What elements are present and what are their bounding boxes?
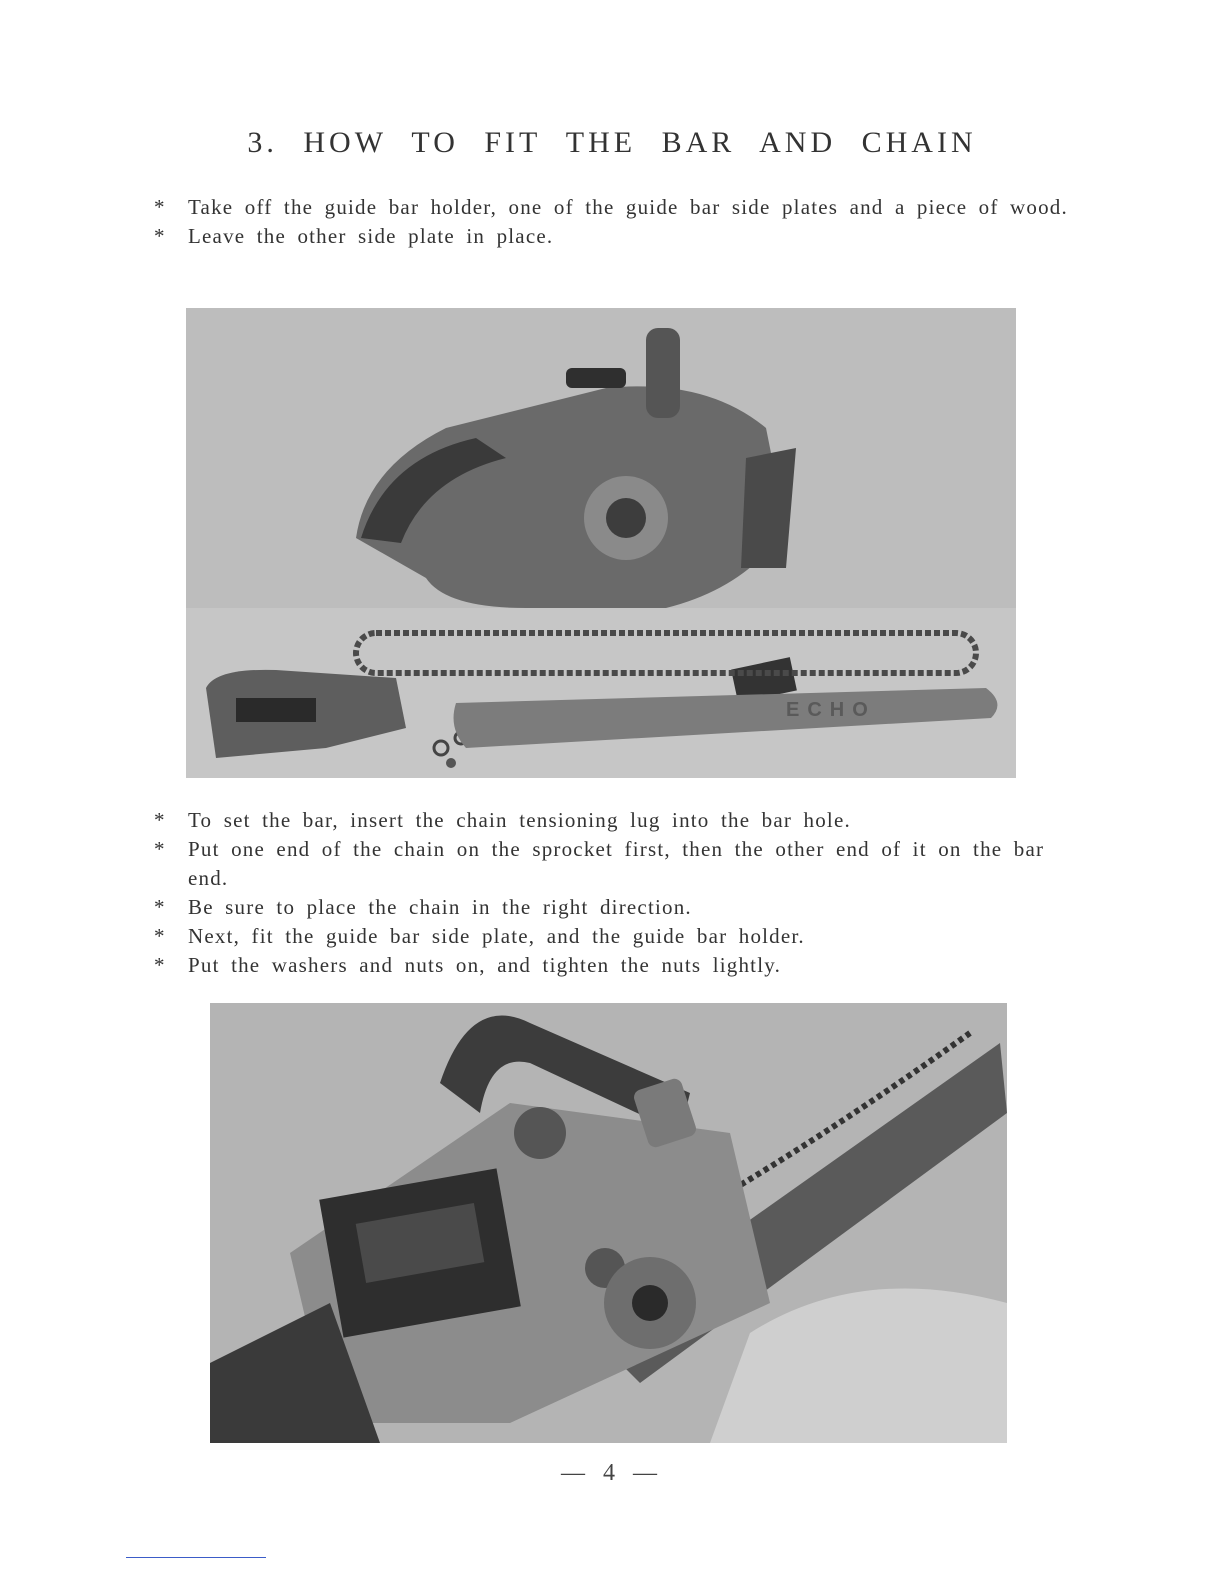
instructions-before-list	[150, 193, 1080, 251]
assembled-chainsaw-photo	[210, 1003, 1007, 1443]
page-heading: 3. HOW TO FIT THE BAR AND CHAIN	[247, 126, 977, 159]
page-number: — 4 —	[561, 1460, 663, 1486]
bullet-star: *	[154, 924, 166, 948]
instruction-item: * Next, fit the guide bar side plate, and the guide bar holder.	[150, 922, 1080, 951]
footer-rule	[126, 1557, 266, 1558]
bullet-star: *	[154, 837, 166, 861]
instruction-item: * Be sure to place the chain in the right direction.	[150, 893, 1080, 922]
instruction-item: * Put one end of the chain on the sprocket first, then the other end of it on the bar end.	[154, 837, 1045, 890]
instruction-item: * To set the bar, insert the chain tensioning lug into the bar hole.	[150, 806, 1080, 835]
bullet-star: *	[154, 195, 166, 219]
disassembled-chainsaw-photo	[186, 308, 1016, 778]
bullet-star: *	[154, 224, 166, 248]
bullet-star: *	[154, 953, 166, 977]
instruction-item: * Put the washers and nuts on, and tighten the nuts lightly.	[150, 951, 1080, 980]
instruction-item: * Leave the other side plate in place.	[150, 222, 1080, 251]
bar-brand-label: ECHO	[786, 699, 876, 721]
bullet-star: *	[154, 895, 166, 919]
bullet-star: *	[154, 808, 166, 832]
instructions-after-list	[150, 806, 1080, 980]
instruction-item: * Take off the guide bar holder, one of the guide bar side plates and a piece of wood.	[150, 193, 1080, 222]
